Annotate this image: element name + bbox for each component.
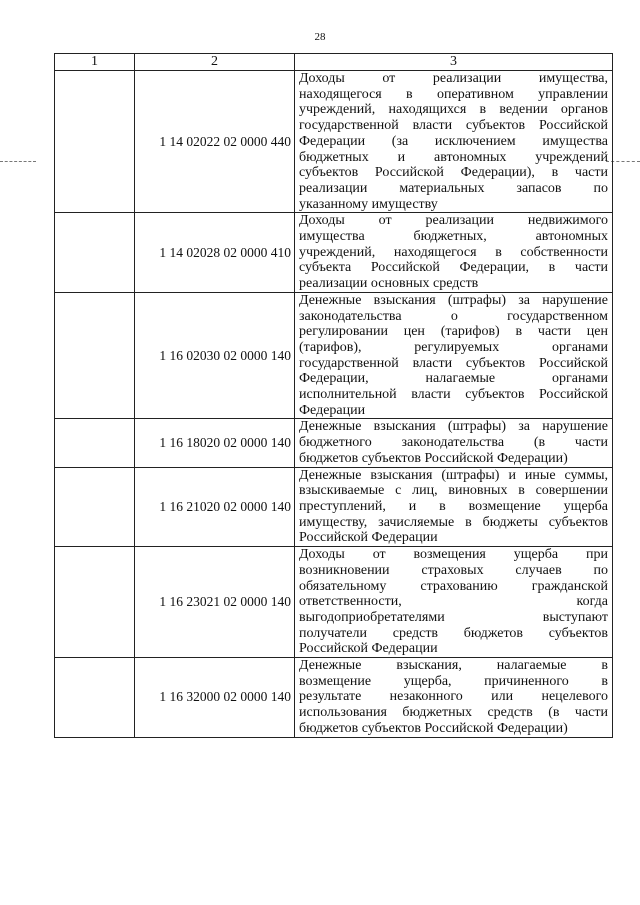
income-description-cell bbox=[295, 467, 613, 547]
description-line: имуществу, зачисляемые в бюджеты субъектов bbox=[299, 514, 608, 530]
budget-code-cell: 1 14 02028 02 0000 410 bbox=[135, 213, 295, 293]
description-line: бюджетных и автономных учреждений bbox=[299, 149, 608, 165]
page-number: 28 bbox=[314, 31, 326, 43]
row-number-cell bbox=[55, 547, 135, 658]
description-line: обязательному страхованию гражданской bbox=[299, 578, 608, 594]
description-line: Денежные взыскания (штрафы) и иные суммы, bbox=[299, 467, 608, 483]
description-line: (тарифов), регулируемых органами bbox=[299, 339, 608, 355]
row-number-cell bbox=[55, 419, 135, 467]
description-line: Денежные взыскания, налагаемые в bbox=[299, 658, 608, 674]
row-number-cell bbox=[55, 71, 135, 213]
table-header-row bbox=[55, 54, 613, 71]
description-line: Доходы от реализации имущества, bbox=[299, 71, 608, 86]
budget-codes-table bbox=[54, 53, 613, 738]
description-line: бюджетов субъектов Российской Федерации) bbox=[299, 450, 568, 466]
table-row bbox=[55, 467, 613, 547]
row-number-cell bbox=[55, 213, 135, 293]
description-line: указанному имуществу bbox=[299, 196, 438, 212]
income-description-cell bbox=[295, 419, 613, 467]
description-line: Доходы от возмещения ущерба при bbox=[299, 547, 608, 563]
description-line: исполнительной власти субъектов Российской bbox=[299, 387, 608, 403]
description-line: Федерации (за исключением имущества bbox=[299, 133, 608, 149]
description-line: получатели средств бюджетов субъектов bbox=[299, 625, 608, 641]
description-line: субъекта Российской Федерации, в части bbox=[299, 260, 608, 276]
column-header: 1 bbox=[55, 54, 135, 71]
description-line: бюджетов субъектов Российской Федерации) bbox=[299, 720, 568, 736]
description-line: реализации материальных запасов по bbox=[299, 180, 608, 196]
column-header: 2 bbox=[135, 54, 295, 71]
income-description-cell bbox=[295, 213, 613, 293]
description-line: регулировании цен (тарифов) в части цен bbox=[299, 324, 608, 340]
budget-code-cell: 1 16 18020 02 0000 140 bbox=[135, 419, 295, 467]
budget-code-cell: 1 16 02030 02 0000 140 bbox=[135, 292, 295, 419]
description-line: использования бюджетных средств (в части bbox=[299, 705, 608, 721]
table-row bbox=[55, 547, 613, 658]
description-line: находящегося в оперативном управлении bbox=[299, 86, 608, 102]
description-line: Денежные взыскания (штрафы) за нарушение bbox=[299, 419, 608, 435]
table-row bbox=[55, 658, 613, 738]
column-header: 3 bbox=[295, 54, 613, 71]
description-line: Доходы от реализации недвижимого bbox=[299, 213, 608, 229]
description-line: государственной власти субъектов Российской bbox=[299, 118, 608, 134]
description-line: возникновении страховых случаев по bbox=[299, 562, 608, 578]
description-line: субъектов Российской Федерации), в части bbox=[299, 165, 608, 181]
income-description-cell bbox=[295, 547, 613, 658]
description-line: взыскиваемые с лиц, виновных в совершении bbox=[299, 483, 608, 499]
row-number-cell bbox=[55, 658, 135, 738]
table-row bbox=[55, 419, 613, 467]
income-description-cell bbox=[295, 292, 613, 419]
income-description-cell bbox=[295, 71, 613, 213]
table-body bbox=[55, 71, 613, 738]
table-row bbox=[55, 213, 613, 293]
description-line: законодательства о государственном bbox=[299, 308, 608, 324]
table-row bbox=[55, 71, 613, 213]
description-line: выгодоприобретателями выступают bbox=[299, 609, 608, 625]
description-line: государственной власти субъектов Российской bbox=[299, 355, 608, 371]
description-line: Денежные взыскания (штрафы) за нарушение bbox=[299, 292, 608, 308]
budget-code-cell: 1 14 02022 02 0000 440 bbox=[135, 71, 295, 213]
budget-code-cell: 1 16 32000 02 0000 140 bbox=[135, 658, 295, 738]
description-line: преступлений, и в возмещение ущерба bbox=[299, 498, 608, 514]
row-number-cell bbox=[55, 292, 135, 419]
description-line: результате незаконного или нецелевого bbox=[299, 689, 608, 705]
description-line: учреждений, находящегося в собственности bbox=[299, 244, 608, 260]
description-line: Федерации bbox=[299, 402, 366, 418]
description-line: возмещение ущерба, причиненного в bbox=[299, 673, 608, 689]
budget-code-cell: 1 16 21020 02 0000 140 bbox=[135, 467, 295, 547]
income-description-cell bbox=[295, 658, 613, 738]
description-line: Российской Федерации bbox=[299, 641, 438, 657]
row-number-cell bbox=[55, 467, 135, 547]
left-margin-mark bbox=[0, 161, 36, 162]
description-line: реализации основных средств bbox=[299, 276, 479, 292]
table-row bbox=[55, 292, 613, 419]
description-line: имущества бюджетных, автономных bbox=[299, 229, 608, 245]
description-line: Федерации, налагаемые органами bbox=[299, 371, 608, 387]
description-line: ответственности, когда bbox=[299, 594, 608, 610]
description-line: бюджетного законодательства (в части bbox=[299, 435, 608, 451]
budget-code-cell: 1 16 23021 02 0000 140 bbox=[135, 547, 295, 658]
description-line: учреждений, находящихся в ведении органов bbox=[299, 102, 608, 118]
description-line: Российской Федерации bbox=[299, 530, 438, 546]
